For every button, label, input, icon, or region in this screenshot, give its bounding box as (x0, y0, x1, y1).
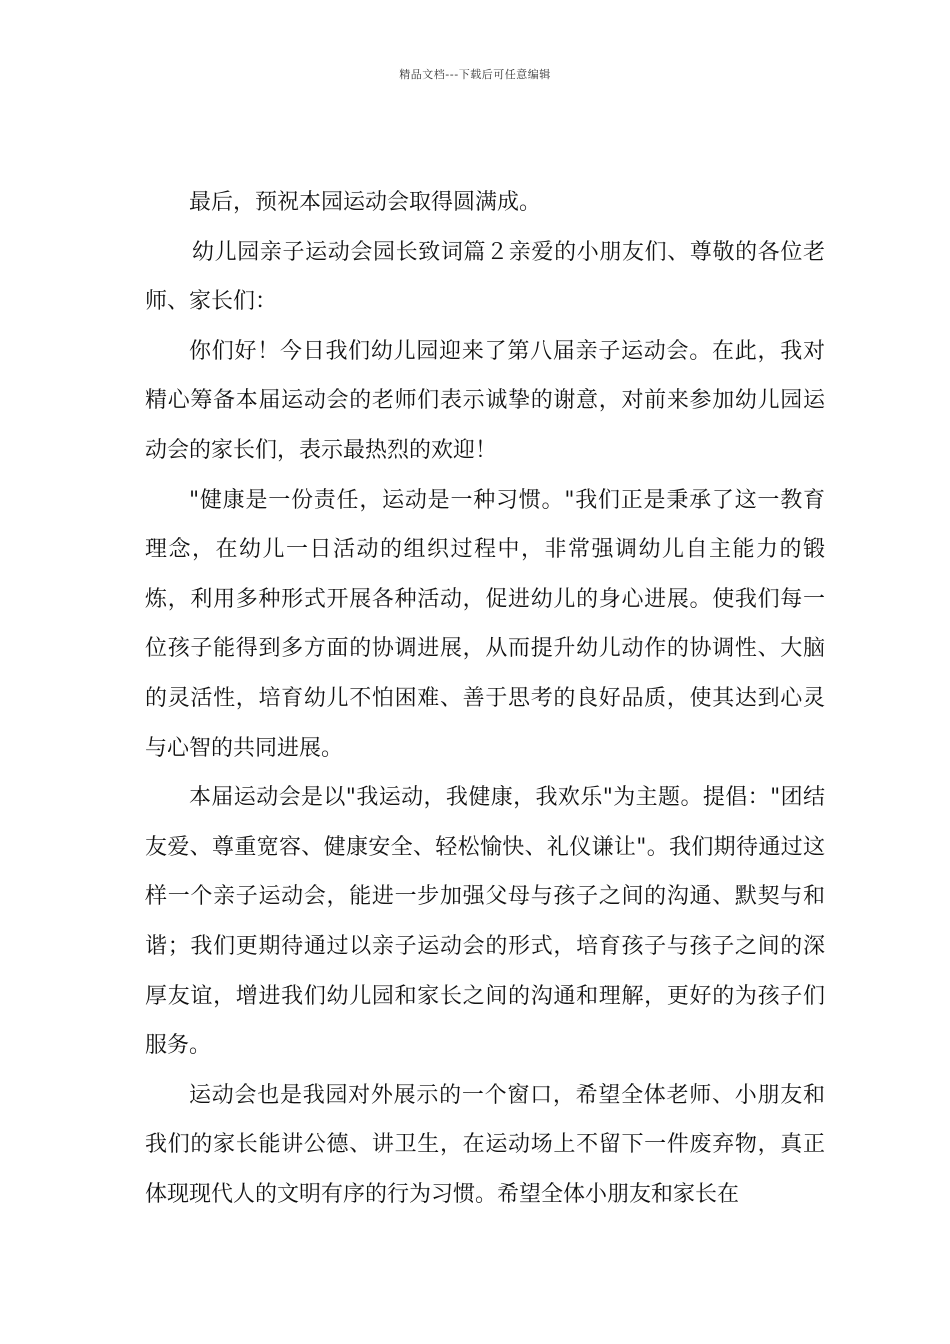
paragraph-closing-wish: 最后，预祝本园运动会取得圆满成。 (189, 190, 542, 215)
paragraph-theme: 本届运动会是以"我运动，我健康，我欢乐"为主题。提倡："团结友爱、尊重宽容、健康安全、轻松愉快、礼仪谦让"。我们期待通过这样一个亲子运动会，能进一步加强父母与孩子之间的沟通、默契与和谐；我们更期待通过以亲子运动会的形式，培育孩子与孩子之间的深厚友谊，增进我们幼儿园和家长之间的沟通和理解，更好的为孩子们服务。 (145, 785, 825, 1059)
document-body (145, 178, 825, 1219)
paragraph-health-philosophy: "健康是一份责任，运动是一种习惯。"我们正是秉承了这一教育理念，在幼儿一日活动的组织过程中，非常强调幼儿自主能力的锻炼，利用多种形式开展各种活动，促进幼儿的身心进展。使我们每一位孩子能得到多方面的协调进展，从而提升幼儿动作的协调性、大脑的灵活性，培育幼儿不怕困难、善于思考的良好品质，使其达到心灵与心智的共同进展。 (145, 487, 825, 761)
paragraph-conduct-hope: 运动会也是我园对外展示的一个窗口，希望全体老师、小朋友和我们的家长能讲公德、讲卫生，在运动场上不留下一件废弃物，真正体现现代人的文明有序的行为习惯。希望全体小朋友和家长在 (145, 1082, 825, 1207)
paragraph-welcome: 你们好！今日我们幼儿园迎来了第八届亲子运动会。在此，我对精心筹备本届运动会的老师们表示诚挚的谢意，对前来参加幼儿园运动会的家长们，表示最热烈的欢迎！ (145, 338, 825, 463)
paragraph-speech-title-greeting: 幼儿园亲子运动会园长致词篇２亲爱的小朋友们、尊敬的各位老师、家长们： (145, 239, 825, 315)
page-header: 精品文档---下载后可任意编辑 (399, 68, 551, 81)
